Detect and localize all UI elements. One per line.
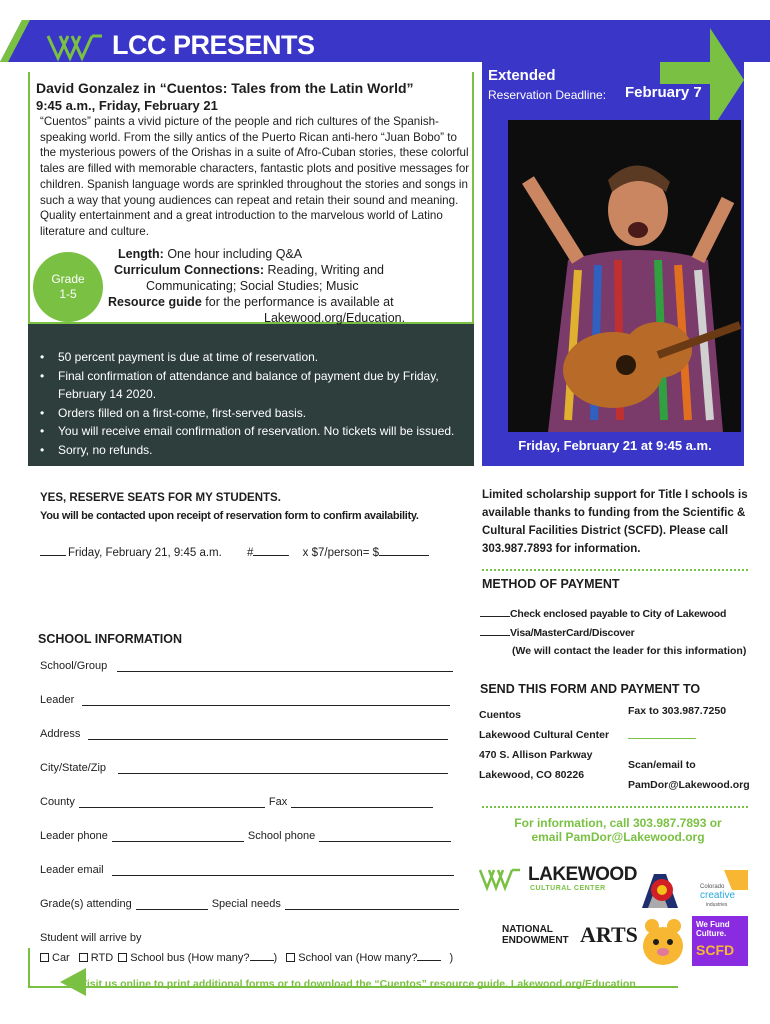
city-state-zip-label: City/State/Zip: [40, 762, 107, 774]
fax-field[interactable]: [291, 796, 433, 808]
extended-label: Extended: [488, 67, 556, 84]
county-field[interactable]: [79, 796, 265, 808]
terms-item: • 50 percent payment is due at time of reservation.: [38, 348, 474, 367]
footer-link[interactable]: Visit us online to print additional forms or to download the “Cuentos” resource guide. Lakewood.org/Education: [80, 978, 636, 990]
colorado-logo-icon: [638, 864, 686, 912]
curriculum-value-2: Communicating; Social Studies; Music: [146, 279, 359, 293]
event-description: “Cuentos” paints a vivid picture of the people and rich cultures of the Spanish-speaking world. From the silly antics of the Puerto Rican anti-hero “Juan Bobo” to the mysterious powers of the Orishas in a suite of Afro-Cuban stories, these colorful tales are filled with memorable characters, fantastic plots and positive messages for children. Spanish language words are sprinkled throughout the stories and songs in such a way that young audiences can repeat and retain their sound and meaning. Quality entertainment and a great introduction to the marvelous world of Latino literature and culture.: [40, 115, 470, 238]
leader-email-label: Leader email: [40, 864, 104, 876]
check-option-label: Check enclosed payable to City of Lakewood: [510, 608, 727, 620]
reserve-subtitle: You will be contacted upon receipt of reservation form to confirm availability.: [40, 510, 419, 522]
scan-email: [628, 755, 750, 795]
special-needs-field[interactable]: [285, 898, 459, 910]
cc-text-2: creative: [700, 890, 736, 901]
grade-label: Grade: [51, 272, 85, 286]
terms-item: • Sorry, no refunds.: [38, 441, 474, 460]
terms-list: [38, 348, 474, 459]
address-label: Address: [40, 728, 81, 740]
car-label: Car: [52, 952, 70, 964]
rtd-checkbox[interactable]: [79, 953, 88, 962]
scfd-logo: [640, 916, 748, 966]
nea-logo-text: [502, 924, 569, 946]
contact-line-1: For information, call 303.987.7893 or: [514, 816, 722, 830]
reserve-hash: #: [247, 547, 254, 559]
bus-count-field[interactable]: [250, 949, 274, 961]
length-value: One hour including Q&A: [167, 247, 303, 261]
county-label: County: [40, 796, 75, 808]
lakewood-logo-icon: [478, 864, 524, 894]
bus-close: ): [273, 952, 278, 964]
reserve-total-field[interactable]: [379, 544, 429, 556]
arrive-options: [40, 949, 453, 964]
leader-phone-label: Leader phone: [40, 830, 108, 842]
address-line-3: 470 S. Allison Parkway: [479, 749, 593, 761]
school-group-label: School/Group: [40, 660, 108, 672]
nea-line-2: ENDOWMENT: [502, 935, 569, 946]
leader-label: Leader: [40, 694, 75, 706]
reserve-line: [40, 544, 429, 559]
contact-info: [484, 816, 752, 844]
scholarship-note: Limited scholarship support for Title I schools is available thanks to funding from the Scientific & Cultural Facilities District (SCFD). Please call 303.987.7893 for information.: [482, 489, 748, 555]
terms-item: • Orders filled on a first-come, first-served basis.: [38, 404, 474, 423]
bus-checkbox[interactable]: [118, 953, 127, 962]
reserve-date: Friday, February 21, 9:45 a.m.: [68, 547, 222, 559]
school-group-field[interactable]: [117, 660, 453, 672]
van-label: School van (How many?: [298, 952, 418, 964]
rtd-label: RTD: [90, 952, 114, 964]
reserve-price: x $7/person=: [302, 547, 370, 559]
payment-options: [480, 605, 726, 643]
check-option-field[interactable]: [480, 607, 510, 617]
reserve-count-field[interactable]: [253, 544, 289, 556]
arrow-shape: [660, 62, 712, 84]
school-phone-label: School phone: [247, 830, 316, 842]
page-title: LCC PRESENTS: [112, 30, 315, 60]
scan-email-address[interactable]: PamDor@Lakewood.org: [628, 779, 750, 791]
resource-value-1: for the performance is available at: [205, 295, 394, 309]
van-checkbox[interactable]: [286, 953, 295, 962]
deadline-date: February 7: [625, 84, 702, 101]
grade-badge: [33, 252, 103, 322]
event-time: 9:45 a.m., Friday, February 21: [36, 98, 218, 113]
leader-email-field[interactable]: [112, 864, 454, 876]
terms-item: • You will receive email confirmation of reservation. No tickets will be issued.: [38, 422, 474, 441]
card-option-label: Visa/MasterCard/Discover: [510, 627, 635, 639]
dotted-divider: [482, 806, 748, 808]
school-info-title: SCHOOL INFORMATION: [38, 632, 182, 646]
payment-note: (We will contact the leader for this information): [512, 645, 747, 657]
special-needs-label: Special needs: [211, 898, 281, 910]
van-count-field[interactable]: [417, 949, 441, 961]
arrive-label: Student will arrive by: [40, 932, 142, 944]
card-option-field[interactable]: [480, 626, 510, 636]
reserve-dollar: $: [372, 547, 380, 559]
event-details: [108, 246, 424, 326]
length-label: Length:: [118, 247, 164, 261]
scfd-text: SCFD: [696, 942, 735, 958]
curriculum-label: Curriculum Connections:: [114, 263, 265, 277]
resource-value-2[interactable]: Lakewood.org/Education.: [264, 311, 406, 325]
address-field[interactable]: [88, 728, 448, 740]
scfd-tagline: We Fund Culture.: [696, 920, 730, 938]
dotted-divider: [482, 569, 748, 571]
lakewood-logo-subtext: CULTURAL CENTER: [530, 885, 606, 892]
terms-item: • Final confirmation of attendance and balance of payment due by Friday, February 14 2020.: [38, 367, 474, 404]
performance-date-caption: Friday, February 21 at 9:45 a.m.: [508, 438, 722, 453]
performer-photo: [508, 120, 741, 432]
event-title: David Gonzalez in “Cuentos: Tales from the Latin World”: [36, 80, 414, 96]
colorado-creative-logo: [696, 866, 752, 910]
fax-label: Fax: [268, 796, 288, 808]
contact-line-2[interactable]: email PamDor@Lakewood.org: [531, 830, 705, 844]
reserve-check-field[interactable]: [40, 544, 66, 556]
fax-divider: [628, 738, 696, 739]
grades-field[interactable]: [136, 898, 208, 910]
arrow-right-icon: [710, 28, 744, 132]
address-line-2: Lakewood Cultural Center: [479, 729, 610, 741]
colorado-creative-icon: [696, 866, 752, 910]
grade-value: 1-5: [59, 287, 77, 301]
resource-label: Resource guide: [108, 295, 202, 309]
fax-number: Fax to 303.987.7250: [628, 705, 727, 717]
mailing-address: [479, 705, 609, 785]
send-title: SEND THIS FORM AND PAYMENT TO: [480, 682, 701, 696]
curriculum-value-1: Reading, Writing and: [267, 263, 385, 277]
bus-label: School bus (How many?: [130, 952, 250, 964]
school-phone-field[interactable]: [319, 830, 451, 842]
nea-line-1: NATIONAL: [502, 924, 553, 935]
van-close: ): [449, 952, 454, 964]
address-line-1: Cuentos: [479, 709, 521, 721]
footer-bracket: [28, 948, 30, 988]
grades-label: Grade(s) attending: [40, 898, 132, 910]
reserve-title: YES, RESERVE SEATS FOR MY STUDENTS.: [40, 492, 281, 504]
car-checkbox[interactable]: [40, 953, 49, 962]
deadline-label: Reservation Deadline:: [488, 88, 607, 102]
payment-title: METHOD OF PAYMENT: [482, 577, 620, 591]
scan-label: Scan/email to: [628, 759, 696, 771]
lcc-logo-icon: [46, 28, 106, 68]
leader-field[interactable]: [82, 694, 450, 706]
nea-arts-text: ARTS: [580, 922, 638, 947]
address-line-4: Lakewood, CO 80226: [479, 769, 585, 781]
city-state-zip-field[interactable]: [118, 762, 448, 774]
cc-text-3: industries: [706, 902, 728, 908]
leader-phone-field[interactable]: [112, 830, 244, 842]
lakewood-logo-text: LAKEWOOD: [528, 864, 637, 885]
cc-text-1: Colorado: [700, 884, 725, 890]
